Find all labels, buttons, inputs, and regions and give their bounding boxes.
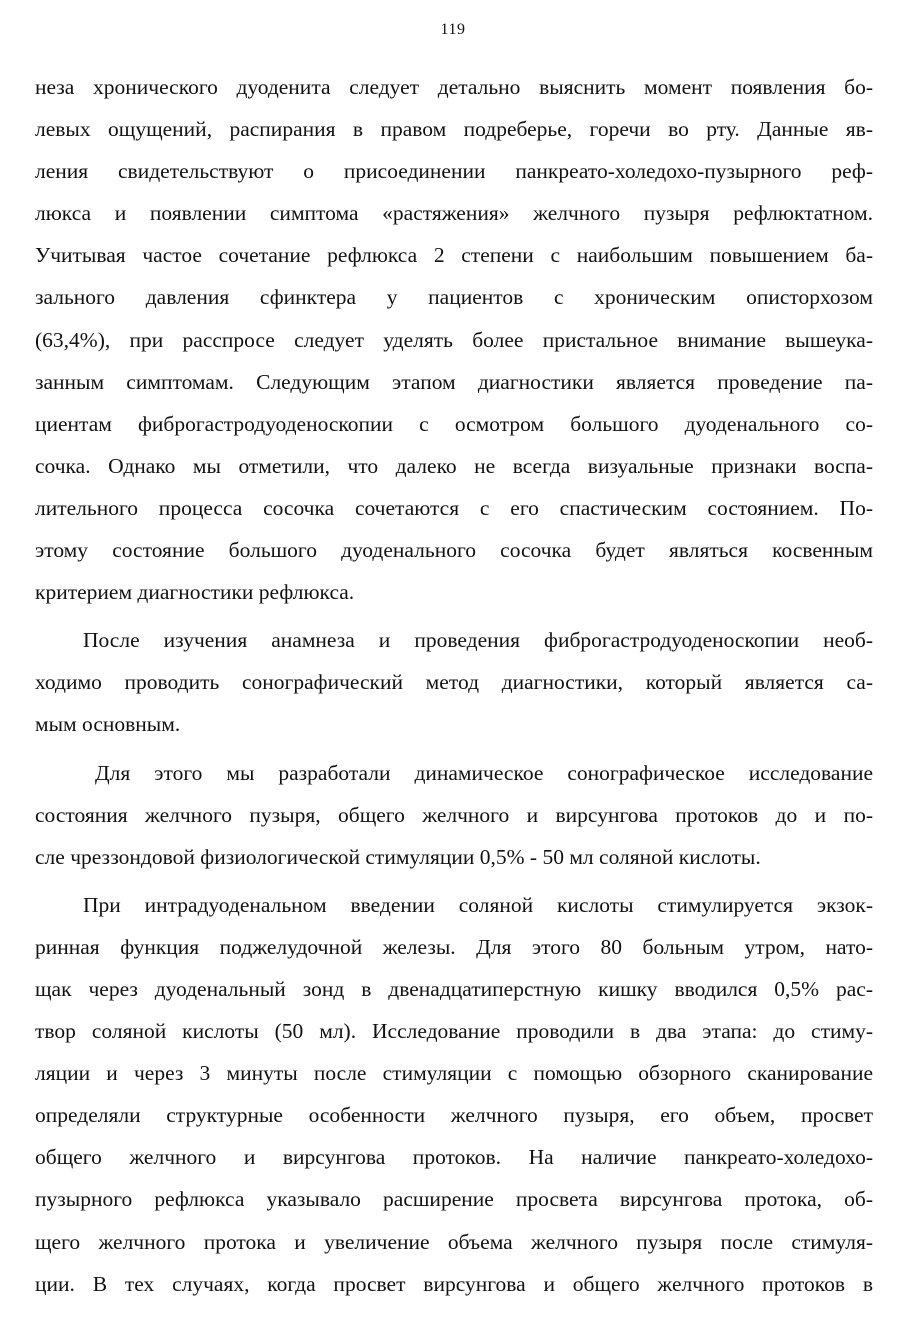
text-line: занным симптомам. Следующим этапом диагностики является проведение па-: [35, 369, 873, 394]
text-line: ции. В тех случаях, когда просвет вирсунгова и общего желчного протоков в: [35, 1271, 873, 1296]
text-line: После изучения анамнеза и проведения фиброгастродуоденоскопии необ-: [83, 628, 873, 653]
text-line: циентам фиброгастродуоденоскопии с осмотром большого дуоденального со-: [35, 411, 873, 436]
text-line: этому состояние большого дуоденального сосочка будет являться косвенным: [35, 538, 873, 563]
text-line: ления свидетельствуют о присоединении панкреато-холедохо-пузырного реф-: [35, 159, 873, 184]
text-line: щак через дуоденальный зонд в двенадцатиперстную кишку вводился 0,5% рас-: [35, 976, 873, 1001]
body-text: [35, 66, 873, 1305]
page-number: 119: [440, 21, 466, 38]
text-line: Для этого мы разработали динамическое сонографическое исследование: [95, 760, 873, 785]
text-line: сочка. Однако мы отметили, что далеко не всегда визуальные признаки воспа-: [35, 453, 873, 478]
text-line: левых ощущений, распирания в правом подреберье, горечи во рту. Данные яв-: [35, 117, 873, 142]
text-line: Учитывая частое сочетание рефлюкса 2 степени с наибольшим повышением ба-: [35, 243, 873, 268]
text-line: мым основным.: [35, 712, 181, 737]
text-line: (63,4%), при расспросе следует уделять более пристальное внимание вышеука-: [35, 327, 873, 352]
paragraph-2: [35, 619, 873, 745]
text-line: ходимо проводить сонографический метод диагностики, который является са-: [35, 670, 873, 695]
text-line: зального давления сфинктера у пациентов с хроническим описторхозом: [35, 285, 873, 310]
text-line: общего желчного и вирсунгова протоков. На наличие панкреато-холедохо-: [35, 1145, 873, 1170]
text-line: сле чреззондовой физиологической стимуляции 0,5% - 50 мл соляной кислоты.: [35, 844, 761, 869]
text-line: неза хронического дуоденита следует детально выяснить момент появления бо-: [35, 75, 873, 99]
text-line: При интрадуоденальном введении соляной кислоты стимулируется экзок-: [83, 892, 873, 917]
text-line: твор соляной кислоты (50 мл). Исследование проводили в два этапа: до стиму-: [35, 1019, 873, 1044]
text-line: определяли структурные особенности желчного пузыря, его объем, просвет: [35, 1103, 873, 1128]
text-line: люкса и появлении симптома «растяжения» желчного пузыря рефлюктатном.: [35, 201, 873, 226]
text-line: критерием диагностики рефлюкса.: [35, 580, 355, 605]
text-line: ляции и через 3 минуты после стимуляции с помощью обзорного сканирование: [35, 1061, 873, 1086]
text-line: ринная функция поджелудочной железы. Для этого 80 больным утром, нато-: [35, 934, 873, 959]
paragraph-4: [35, 884, 873, 1305]
paragraph-3: [35, 752, 873, 878]
text-line: щего желчного протока и увеличение объема желчного пузыря после стимуля-: [35, 1229, 873, 1254]
text-line: лительного процесса сосочка сочетаются с его спастическим состоянием. По-: [35, 495, 873, 520]
text-line: состояния желчного пузыря, общего желчного и вирсунгова протоков до и по-: [35, 802, 873, 827]
text-line: пузырного рефлюкса указывало расширение просвета вирсунгова протока, об-: [35, 1187, 873, 1212]
paragraph-1: [35, 66, 873, 613]
